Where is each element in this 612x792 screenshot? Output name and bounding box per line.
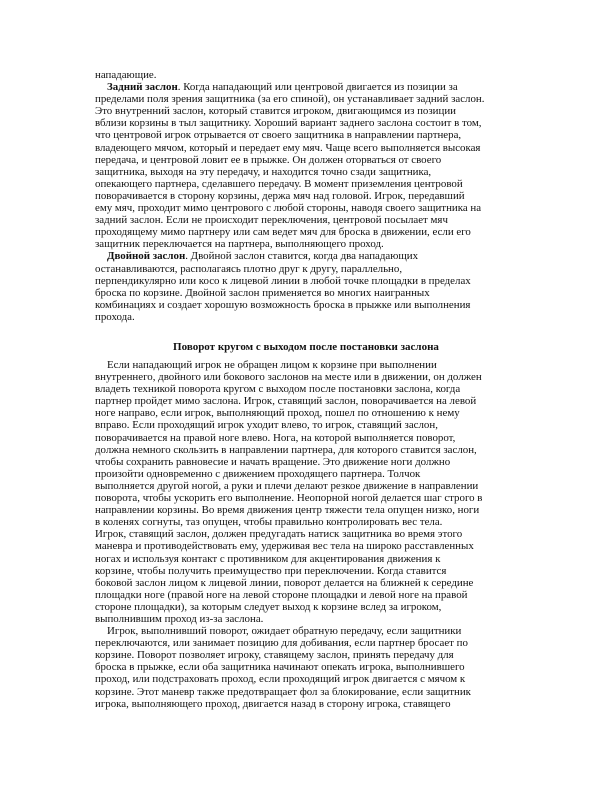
paragraph-line <box>95 154 535 166</box>
line-text: защитник переключается на партнера, выполняющего проход. <box>95 238 384 251</box>
paragraph-line <box>95 625 535 637</box>
line-text: переключаются, или занимает позицию для добивания, если партнер бросает по <box>95 637 468 650</box>
line-text: задний заслон. Если не происходит переключения, центровой посылает мяч <box>95 214 448 227</box>
line-text: вблизи корзины в тыл защитнику. Хороший вариант заднего заслона состоит в том, <box>95 117 482 130</box>
line-text: должна немного скользить в направлении партнера, для которого ставится заслон, <box>95 443 477 456</box>
paragraph-line <box>95 287 535 299</box>
line-text: корзине. Этот маневр также предотвращает фол за блокирование, если защитник <box>95 685 471 698</box>
line-text: Игрок, выполнивший поворот, ожидает обратную передачу, если защитники <box>107 625 462 638</box>
section-heading: Поворот кругом с выходом после постановки заслона <box>173 341 439 353</box>
line-text: корзине, чтобы получить преимущество при переключении. Когда ставится <box>95 564 447 577</box>
paragraph-line <box>95 395 535 407</box>
line-text: перпендикулярно или косо к лицевой линии в любой точке площадки в пределах <box>95 274 471 287</box>
line-text: проходящему мимо партнеру или сам ведет мяч для броска в движении, если его <box>95 226 471 239</box>
line-text: стороне площадки), за которым следует выход к корзине вслед за игроком, <box>95 600 442 613</box>
paragraph-line <box>95 383 535 395</box>
line-text: игрока, выполняющего проход, двигается назад в сторону игрока, ставящего <box>95 697 451 710</box>
paragraph-line <box>95 504 535 516</box>
paragraph-line <box>95 419 535 431</box>
paragraph-line <box>95 613 535 625</box>
line-text: опекающего партнера, сделавшего передачу. В момент приземления центровой <box>95 177 463 190</box>
paragraph-line <box>95 528 535 540</box>
text-block-1 <box>95 69 535 323</box>
paragraph-line <box>95 553 535 565</box>
paragraph-line <box>95 577 535 589</box>
line-text: комбинациях и создает хорошую возможность броска в прыжке или выполнения <box>95 298 471 311</box>
line-text: боковой заслон лицом к лицевой линии, поворот делается на ближней к середине <box>95 576 474 589</box>
paragraph-line <box>95 540 535 552</box>
paragraph-line <box>95 214 535 226</box>
line-text: ногах и используя контакт с противником для акцентирования движения к <box>95 552 441 565</box>
line-text: владеющего мячом, который и передает ему мяч. Чаще всего выполняется высокая <box>95 141 481 154</box>
paragraph-line <box>95 565 535 577</box>
paragraph-line <box>95 81 535 93</box>
line-text: Это внутренний заслон, который ставится игроком, двигающимся из позиции <box>95 105 456 118</box>
line-text: останавливаются, располагаясь плотно друг к другу, параллельно, <box>95 262 403 275</box>
line-text: передача, и центровой ловит ее в прыжке. Он должен оторваться от своего <box>95 153 442 166</box>
line-text: . Когда нападающий или центровой двигается из позиции за <box>177 81 458 94</box>
paragraph-line <box>95 698 535 710</box>
paragraph-line <box>95 661 535 673</box>
paragraph-lead-term: Двойной заслон <box>107 250 186 263</box>
line-text: пределами поля зрения защитника (за его спиной), он устанавливает задний заслон. <box>95 93 485 106</box>
line-text: выполняется другой ногой, а руки и плечи делают резкое движение в направлении <box>95 479 479 492</box>
line-text: внутреннего, двойного или бокового заслонов на месте или в движении, он должен <box>95 371 482 384</box>
paragraph-line <box>95 250 535 262</box>
paragraph-line <box>95 480 535 492</box>
line-text: выполнившим проход из-за заслона. <box>95 612 264 625</box>
line-text: нападающие. <box>95 69 157 81</box>
line-text: поворачивается на правой ноге влево. Нога, на которой выполняется поворот, <box>95 431 456 444</box>
paragraph-line <box>95 117 535 129</box>
paragraph-line <box>95 456 535 468</box>
paragraph-line <box>95 178 535 190</box>
line-text: поворачивается в сторону корзины, держа мяч над головой. Игрок, передавший <box>95 189 465 202</box>
line-text: направлении корзины. Во время движения центр тяжести тела опущен низко, ноги <box>95 504 480 517</box>
paragraph-line <box>95 190 535 202</box>
line-text: партнер пройдет мимо заслона. Игрок, ставящий заслон, поворачивается на левой <box>95 395 477 408</box>
paragraph-line <box>95 129 535 141</box>
line-text: Игрок, ставящий заслон, должен предугадать натиск защитника во время этого <box>95 528 463 541</box>
paragraph-line <box>95 432 535 444</box>
paragraph-line <box>95 69 535 81</box>
paragraph-line <box>95 371 535 383</box>
paragraph-line <box>95 93 535 105</box>
paragraph-line <box>95 166 535 178</box>
paragraph-line <box>95 516 535 528</box>
line-text: Если нападающий игрок не обращен лицом к корзине при выполнении <box>107 359 437 371</box>
paragraph-line <box>95 299 535 311</box>
line-text: вправо. Если проходящий игрок уходит влево, то игрок, ставящий заслон, <box>95 419 438 432</box>
line-text: чтобы сохранить равновесие и начать вращение. Это движение ноги должно <box>95 455 451 468</box>
paragraph-line <box>95 492 535 504</box>
line-text: поворота, чтобы ускорить его выполнение. Неопорной ногой делается шаг строго в <box>95 492 483 505</box>
paragraph-line <box>95 468 535 480</box>
paragraph-line <box>95 105 535 117</box>
paragraph-line <box>95 226 535 238</box>
paragraph-lead-term: Задний заслон <box>107 81 178 94</box>
line-text: . Двойной заслон ставится, когда два нападающих <box>185 250 419 263</box>
paragraph-line <box>95 359 535 371</box>
paragraph-line <box>95 311 535 323</box>
paragraph-line <box>95 275 535 287</box>
line-text: маневра и противодействовать ему, удерживая вес тела на широко расставленных <box>95 540 474 553</box>
paragraph-line <box>95 637 535 649</box>
paragraph-line <box>95 238 535 250</box>
paragraph-line <box>95 673 535 685</box>
line-text: владеть техникой поворота кругом с выходом после постановки заслона, когда <box>95 383 461 396</box>
line-text: корзине. Поворот позволяет игроку, ставящему заслон, принять передачу для <box>95 649 454 662</box>
line-text: площадки ноге (правой ноге на левой стороне площадки и левой ноге на правой <box>95 588 468 601</box>
paragraph-line <box>95 444 535 456</box>
text-block-2 <box>95 359 535 710</box>
paragraph-line <box>95 142 535 154</box>
line-text: броска по корзине. Двойной заслон применяется во многих наигранных <box>95 286 430 299</box>
paragraph-line <box>95 202 535 214</box>
paragraph-line <box>95 686 535 698</box>
paragraph-line <box>95 601 535 613</box>
line-text: ему мяч, проходит мимо центрового с любой стороны, наводя своего защитника на <box>95 202 482 215</box>
line-text: произойти одновременно с движением проходящего партнера. Толчок <box>95 467 421 480</box>
line-text: проход, или подстраховать проход, если проходящий игрок двигается с мячом к <box>95 673 466 686</box>
line-text: в коленях согнуты, таз опущен, чтобы правильно контролировать вес тела. <box>95 516 443 529</box>
line-text: что центровой игрок отрывается от своего защитника в направлении партнера, <box>95 129 462 142</box>
paragraph-line <box>95 649 535 661</box>
line-text: прохода. <box>95 310 135 323</box>
paragraph-line <box>95 263 535 275</box>
line-text: защитника, выходя на эту передачу, и находится точно сзади защитника, <box>95 165 432 178</box>
paragraph-line <box>95 589 535 601</box>
paragraph-line <box>95 407 535 419</box>
line-text: броска в прыжке, если оба защитника начинают опекать игрока, выполнившего <box>95 661 465 674</box>
line-text: ноге направо, если игрок, выполняющий проход, пошел по отношению к нему <box>95 407 460 420</box>
